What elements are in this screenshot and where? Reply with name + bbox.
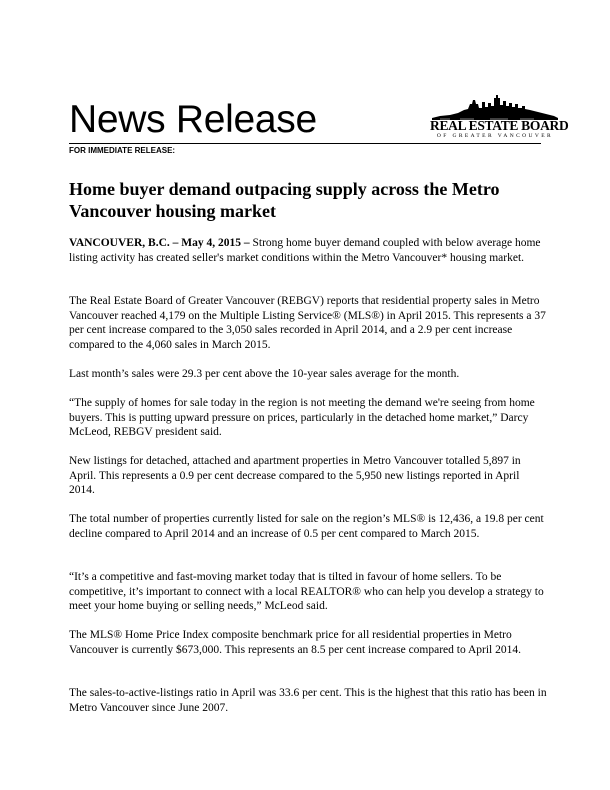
- body-paragraph: New listings for detached, attached and apartment properties in Metro Vancouver totalled 5,897 in April. This represents a 0.9 per cent decrease compared to the 5,950 new listings reported in April 2014.: [69, 455, 521, 496]
- lead-paragraph: [69, 236, 547, 265]
- headline-line: Vancouver housing market: [69, 201, 277, 221]
- quote-paragraph: “It’s a competitive and fast-moving market today that is tilted in favour of home sellers. To be competitive, it’s important to connect with a local REALTOR® who can help you develop a strategy to meet your home buying or selling needs,” McLeod said.: [69, 571, 544, 612]
- lead-text: Strong home buyer demand coupled with below average home listing activity has created seller's market conditions within the Metro Vancouver* housing market.: [69, 237, 541, 264]
- headline-line: Home buyer demand outpacing supply across the Metro: [69, 179, 500, 199]
- release-label: FOR IMMEDIATE RELEASE:: [69, 146, 176, 155]
- article-headline: [69, 178, 549, 222]
- body-paragraph: Last month’s sales were 29.3 per cent above the 10-year sales average for the month.: [69, 368, 460, 380]
- quote-paragraph: “The supply of homes for sale today in the region is not meeting the demand we're seeing from home buyers. This is putting upward pressure on prices, particularly in the detached home market,” Darcy McLeod, REBGV president said.: [69, 397, 535, 438]
- body-paragraph: The Real Estate Board of Greater Vancouver (REBGV) reports that residential property sales in Metro Vancouver reached 4,179 on the Multiple Listing Service® (MLS®) in April 2015. This represents a 37 per cent increase compared to the 3,050 sales recorded in April 2014, and a 2.9 per cent increase compared to the 4,060 sales in March 2015.: [69, 295, 546, 351]
- logo-name: REAL ESTATE BOARD: [430, 118, 569, 133]
- dateline: VANCOUVER, B.C. – May 4, 2015 –: [69, 237, 250, 249]
- page-title: News Release: [69, 98, 317, 141]
- body-paragraph: The total number of properties currently listed for sale on the region’s MLS® is 12,436, a 19.8 per cent decline compared to April 2014 and an increase of 0.5 per cent compared to March 2015.: [69, 513, 544, 540]
- logo-subtitle: OF GREATER VANCOUVER: [436, 133, 554, 139]
- city-skyline-icon: [430, 94, 560, 120]
- body-paragraph: The sales-to-active-listings ratio in April was 33.6 per cent. This is the highest that this ratio has been in Metro Vancouver since June 2007.: [69, 687, 547, 714]
- body-paragraph: The MLS® Home Price Index composite benchmark price for all residential properties in Metro Vancouver is currently $673,000. This represents an 8.5 per cent increase compared to April 2014.: [69, 629, 521, 656]
- rebgv-logo: [430, 94, 569, 146]
